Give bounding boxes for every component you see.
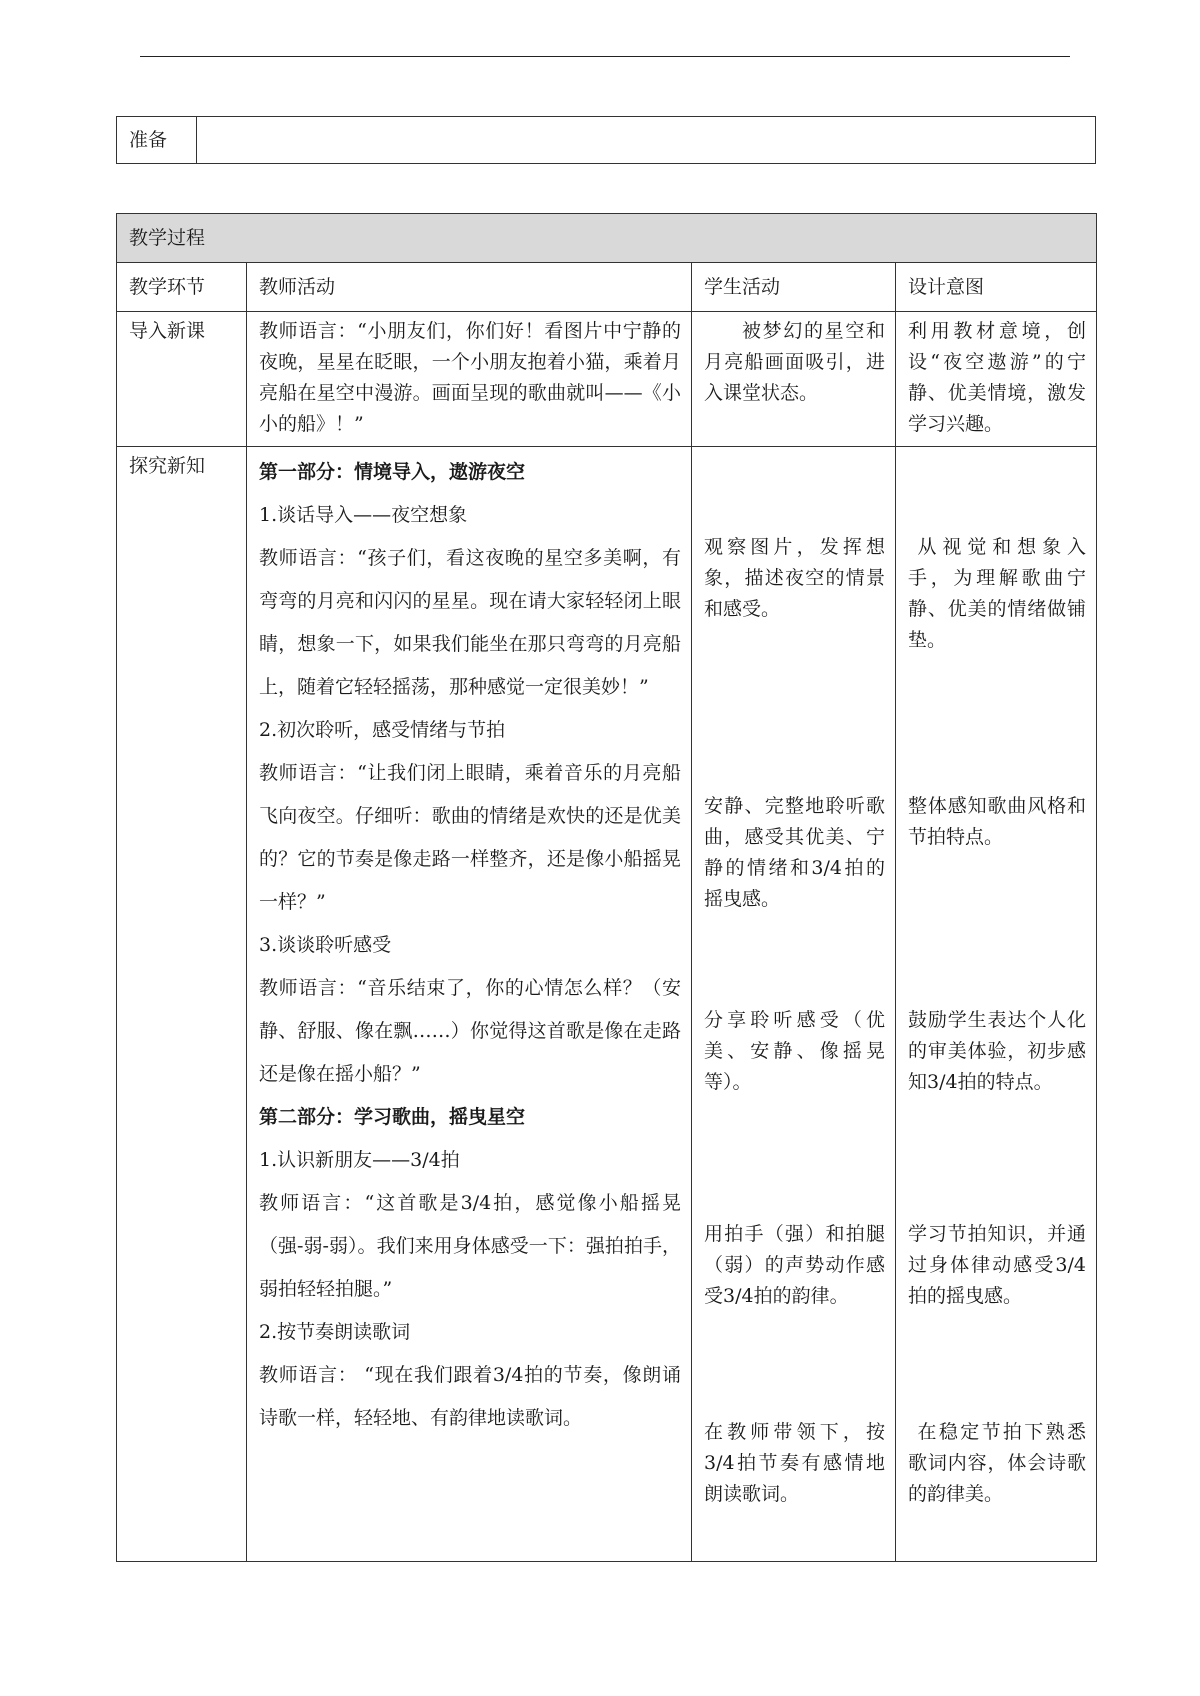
step2-title: 2.初次聆听，感受情绪与节拍	[259, 719, 506, 741]
header-student: 学生活动	[692, 263, 896, 312]
stage-intro: 导入新课	[117, 312, 247, 447]
header-teacher: 教师活动	[247, 263, 692, 312]
intent-intro: 利用教材意境，创设“夜空遨游”的宁静、优美情境，激发学习兴趣。	[908, 320, 1087, 435]
table-header-row	[117, 263, 1097, 312]
step5-title: 2.按节奏朗读歌词	[259, 1321, 411, 1343]
intent-step2: 整体感知歌曲风格和节拍特点。	[908, 795, 1087, 848]
student-intro: 被梦幻的星空和月亮船画面吸引，进入课堂状态。	[704, 320, 885, 404]
prep-table	[116, 116, 1096, 164]
table-row-intro	[117, 312, 1097, 447]
teacher-intro: 教师语言：“小朋友们，你们好！看图片中宁静的夜晚，星星在眨眼，一个小朋友抱着小猫，乘着月亮船在星空中漫游。画面呈现的歌曲就叫——《小小的船》！”	[259, 320, 681, 435]
teaching-process-table	[116, 213, 1097, 1562]
part2-title: 第二部分：学习歌曲，摇曳星空	[259, 1106, 526, 1128]
step2-text: 教师语言：“让我们闭上眼睛，乘着音乐的月亮船飞向夜空。仔细听：歌曲的情绪是欢快的还是优美的？它的节奏是像走路一样整齐，还是像小船摇晃一样？”	[259, 762, 681, 913]
intent-step3: 鼓励学生表达个人化的审美体验，初步感知3/4拍的特点。	[908, 1009, 1087, 1093]
student-step2: 安静、完整地聆听歌曲，感受其优美、宁静的情绪和3/4拍的摇曳感。	[704, 795, 885, 910]
student-step5: 在教师带领下，按3/4拍节奏有感情地朗读歌词。	[704, 1421, 885, 1505]
header-stage: 教学环节	[117, 263, 247, 312]
stage-explore: 探究新知	[117, 447, 247, 1562]
prep-label: 准备	[117, 117, 197, 164]
intent-step4: 学习节拍知识，并通过身体律动感受3/4拍的摇曳感。	[908, 1223, 1087, 1307]
step3-text: 教师语言：“音乐结束了，你的心情怎么样？（安静、舒服、像在飘……）你觉得这首歌是像在走路还是像在摇小船？”	[259, 977, 681, 1085]
student-step1: 观察图片，发挥想象，描述夜空的情景和感受。	[704, 536, 885, 620]
table-row-explore	[117, 447, 1097, 1562]
intent-step1: 从视觉和想象入手，为理解歌曲宁静、优美的情绪做铺垫。	[908, 536, 1087, 651]
prep-content	[197, 117, 1096, 164]
header-intent: 设计意图	[896, 263, 1097, 312]
header-rule	[140, 56, 1070, 57]
intent-step5: 在稳定节拍下熟悉歌词内容，体会诗歌的韵律美。	[908, 1421, 1087, 1505]
step5-text: 教师语言： “现在我们跟着3/4拍的节奏，像朗诵诗歌一样，轻轻地、有韵律地读歌词。	[259, 1364, 681, 1429]
student-step3: 分享聆听感受（优美、安静、像摇晃等）。	[704, 1009, 885, 1093]
step1-text: 教师语言：“孩子们，看这夜晚的星空多美啊，有弯弯的月亮和闪闪的星星。现在请大家轻轻闭上眼睛，想象一下，如果我们能坐在那只弯弯的月亮船上，随着它轻轻摇荡，那种感觉一定很美妙！”	[259, 547, 681, 698]
step4-text: 教师语言：“这首歌是3/4拍，感觉像小船摇晃（强-弱-弱）。我们来用身体感受一下：强拍拍手，弱拍轻轻拍腿。”	[259, 1192, 681, 1300]
step4-title: 1.认识新朋友——3/4拍	[259, 1149, 460, 1171]
student-step4: 用拍手（强）和拍腿（弱）的声势动作感受3/4拍的韵律。	[704, 1223, 885, 1307]
section-title: 教学过程	[117, 214, 1097, 263]
step3-title: 3.谈谈聆听感受	[259, 934, 392, 956]
part1-title: 第一部分：情境导入，遨游夜空	[259, 461, 526, 483]
step1-title: 1.谈话导入——夜空想象	[259, 504, 468, 526]
